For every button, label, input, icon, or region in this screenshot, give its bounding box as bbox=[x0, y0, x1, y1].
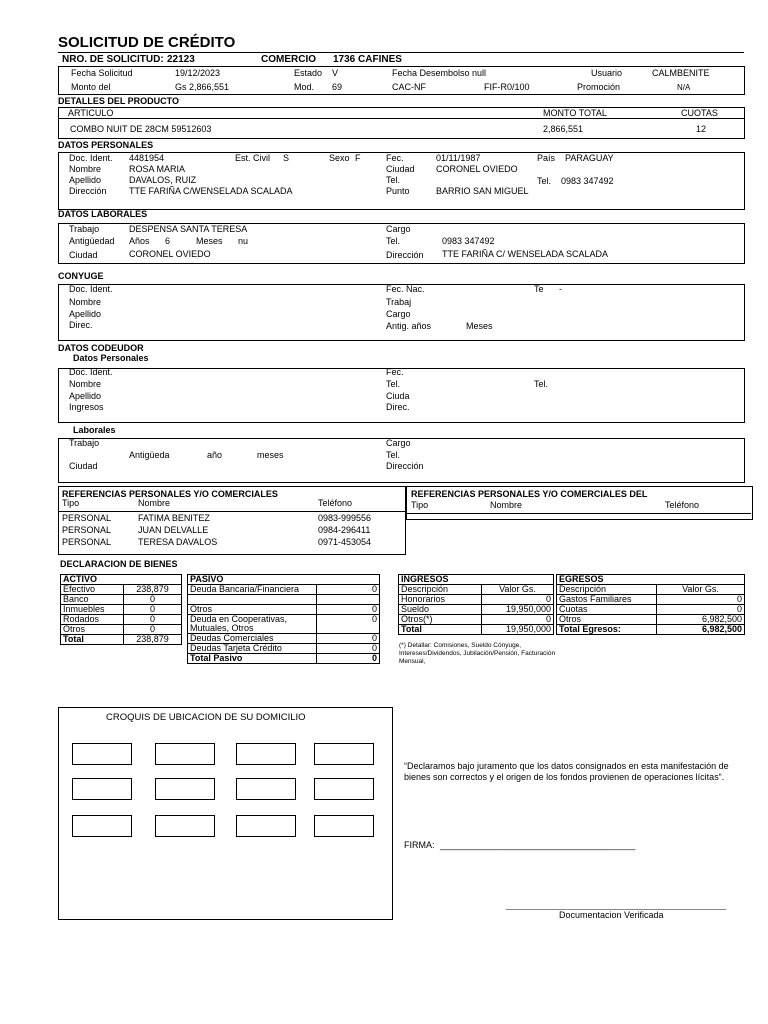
activo-value: 238,879 bbox=[124, 585, 182, 595]
pasivo-label: Deudas Tarjeta Crédito bbox=[188, 644, 317, 654]
egresos-value: 0 bbox=[657, 605, 745, 615]
ingresos-row bbox=[399, 595, 554, 605]
activo-label: Efectivo bbox=[61, 585, 124, 595]
doc-value: 4481954 bbox=[129, 153, 165, 163]
fecha-desembolso: Fecha Desembolso null bbox=[392, 68, 487, 78]
usuario: CALMBENITE bbox=[652, 68, 710, 78]
cony-nombre-label: Nombre bbox=[69, 297, 102, 307]
egresos-row bbox=[557, 605, 745, 615]
civil-value: S bbox=[283, 153, 290, 163]
pasivo-value: 0 bbox=[317, 585, 380, 595]
egresos-label: Gastos Familiares bbox=[557, 595, 657, 605]
nro-solicitud-label: NRO. DE SOLICITUD: bbox=[62, 54, 164, 65]
nombre-value: ROSA MARIA bbox=[129, 164, 186, 174]
cony-apellido-label: Apellido bbox=[69, 309, 102, 319]
tel2-label: Tel. bbox=[537, 176, 552, 186]
ref-nombre: JUAN DELVALLE bbox=[138, 525, 209, 535]
pasivo-label bbox=[188, 595, 317, 605]
fec-label: Fec. bbox=[386, 153, 404, 163]
ingresos-value: 0 bbox=[482, 595, 554, 605]
ingresos-row bbox=[399, 605, 554, 615]
fif: FIF-R0/100 bbox=[484, 82, 530, 92]
pasivo-row bbox=[188, 605, 380, 615]
ingresos-note: (*) Detallar: Comisiones, Sueldo Cónyuge, Intereses/Dividendos, Jubilación/Pensión, Facturación Mensual, bbox=[399, 642, 556, 665]
lab-ciudad-label: Ciudad bbox=[69, 250, 98, 260]
ingresos-col-valor: Valor Gs. bbox=[482, 585, 554, 595]
egresos-label: Otros bbox=[557, 615, 657, 625]
page-title: SOLICITUD DE CRÉDITO bbox=[58, 34, 236, 51]
activo-total: 238,879 bbox=[124, 635, 182, 645]
pasivo-row bbox=[188, 585, 380, 595]
ref-telefono: 0971-453054 bbox=[318, 537, 372, 547]
lab-anios-value: 6 bbox=[165, 236, 171, 246]
mod-label: Mod. bbox=[294, 82, 315, 92]
cod-doc-label: Doc. Ident. bbox=[69, 367, 113, 377]
activo-value: 0 bbox=[124, 595, 182, 605]
activo-label: Rodados bbox=[61, 615, 124, 625]
pasivo-value: 0 bbox=[317, 634, 380, 644]
pasivo-row bbox=[188, 634, 380, 644]
croquis-block bbox=[72, 815, 132, 837]
pasivo-label: Otros bbox=[188, 605, 317, 615]
pasivo-table bbox=[187, 574, 380, 664]
col-monto-total: MONTO TOTAL bbox=[543, 108, 607, 118]
ref-right-col-nombre: Nombre bbox=[490, 500, 523, 510]
ingresos-title: INGRESOS bbox=[399, 575, 554, 585]
codeudor-sub-personales: Datos Personales bbox=[73, 353, 149, 363]
title-underline bbox=[58, 52, 744, 53]
ingresos-total-label: Total bbox=[399, 625, 482, 635]
estado-label: Estado bbox=[294, 68, 323, 78]
producto-header-line bbox=[58, 118, 745, 119]
lab-ciudad-value: CORONEL OVIEDO bbox=[129, 249, 211, 259]
ingresos-label: Sueldo bbox=[399, 605, 482, 615]
egresos-total: 6,982,500 bbox=[657, 625, 745, 635]
ref-nombre: TERESA DAVALOS bbox=[138, 537, 218, 547]
punto-value: BARRIO SAN MIGUEL bbox=[436, 186, 529, 196]
cony-te-label: Te bbox=[534, 284, 544, 294]
cod-ciuda-label: Ciuda bbox=[386, 391, 410, 401]
cac: CAC-NF bbox=[392, 82, 426, 92]
croquis-block bbox=[155, 743, 215, 765]
civil-label: Est. Civil bbox=[235, 153, 271, 163]
lab-tel-label: Tel. bbox=[386, 236, 401, 246]
ingresos-value: 0 bbox=[482, 615, 554, 625]
fecha-solicitud: 19/12/2023 bbox=[175, 68, 221, 78]
ref-tipo: PERSONAL bbox=[62, 525, 112, 535]
egresos-table bbox=[556, 574, 745, 635]
firma-label: FIRMA: bbox=[404, 840, 435, 850]
punto-label: Punto bbox=[386, 186, 410, 196]
ref-col-nombre: Nombre bbox=[138, 498, 171, 508]
lab-direccion-value: TTE FARIÑA C/ WENSELADA SCALADA bbox=[442, 249, 609, 259]
cod-antiguedad-label: Antigüeda bbox=[129, 450, 170, 460]
egresos-col-valor: Valor Gs. bbox=[657, 585, 745, 595]
activo-row bbox=[61, 585, 182, 595]
usuario-label: Usuario bbox=[591, 68, 623, 78]
activo-label: Otros bbox=[61, 625, 124, 635]
ciudad-value: CORONEL OVIEDO bbox=[436, 164, 518, 174]
cony-te-sep: - bbox=[559, 284, 562, 294]
activo-row bbox=[61, 605, 182, 615]
cony-direc-label: Direc. bbox=[69, 320, 93, 330]
cod-direc-label: Direc. bbox=[386, 402, 410, 412]
nro-solicitud-value: 22123 bbox=[167, 54, 195, 65]
pasivo-label: Deudas Comerciales bbox=[188, 634, 317, 644]
ref-tipo: PERSONAL bbox=[62, 513, 112, 523]
cony-antig-label: Antig. años bbox=[386, 321, 432, 331]
egresos-total-label: Total Egresos: bbox=[557, 625, 657, 635]
estado: V bbox=[332, 68, 339, 78]
cod-nombre-label: Nombre bbox=[69, 379, 102, 389]
activo-table bbox=[60, 574, 182, 645]
cony-meses-label: Meses bbox=[466, 321, 493, 331]
section-producto: DETALLES DEL PRODUCTO bbox=[58, 96, 180, 106]
activo-label: Inmuebles bbox=[61, 605, 124, 615]
lab-meses-value: nu bbox=[238, 236, 249, 246]
sexo-label: Sexo bbox=[329, 153, 350, 163]
referencias-left-title: REFERENCIAS PERSONALES Y/O COMERCIALES bbox=[62, 489, 278, 499]
mod: 69 bbox=[332, 82, 343, 92]
promocion: N/A bbox=[677, 83, 691, 92]
apellido-label: Apellido bbox=[69, 175, 102, 185]
croquis-block bbox=[72, 778, 132, 800]
col-cuotas: CUOTAS bbox=[681, 108, 718, 118]
lab-direccion-label: Dirección bbox=[386, 250, 424, 260]
pasivo-row bbox=[188, 615, 380, 634]
ingresos-label: Otros(*) bbox=[399, 615, 482, 625]
cod-tel-label: Tel. bbox=[386, 379, 401, 389]
croquis-box bbox=[58, 707, 393, 920]
ref-right-header-line bbox=[406, 513, 751, 514]
ref-right-col-telefono: Teléfono bbox=[665, 500, 700, 510]
ingresos-value: 19,950,000 bbox=[482, 605, 554, 615]
producto-cuotas: 12 bbox=[696, 124, 707, 134]
activo-row bbox=[61, 595, 182, 605]
pasivo-row bbox=[188, 644, 380, 654]
activo-value: 0 bbox=[124, 615, 182, 625]
lab-tel-value: 0983 347492 bbox=[442, 236, 495, 246]
comercio-value: 1736 CAFINES bbox=[333, 54, 402, 65]
apellido-value: DAVALOS, RUIZ bbox=[129, 175, 197, 185]
lab-meses-label: Meses bbox=[196, 236, 223, 246]
egresos-row bbox=[557, 615, 745, 625]
section-codeudor: DATOS CODEUDOR bbox=[58, 343, 144, 353]
cod-trabajo-label: Trabajo bbox=[69, 438, 100, 448]
ref-header-line bbox=[58, 511, 406, 512]
croquis-block bbox=[155, 778, 215, 800]
croquis-block bbox=[155, 815, 215, 837]
egresos-title: EGRESOS bbox=[557, 575, 745, 585]
direccion-label: Dirección bbox=[69, 186, 107, 196]
section-laborales: DATOS LABORALES bbox=[58, 209, 148, 219]
pasivo-label: Deuda en Cooperativas, Mutuales, Otros bbox=[188, 615, 317, 634]
cod-cargo-label: Cargo bbox=[386, 438, 411, 448]
cony-cargo-label: Cargo bbox=[386, 309, 411, 319]
egresos-col-desc: Descripción bbox=[557, 585, 657, 595]
egresos-row bbox=[557, 595, 745, 605]
ingresos-row bbox=[399, 615, 554, 625]
croquis-block bbox=[72, 743, 132, 765]
ref-tipo: PERSONAL bbox=[62, 537, 112, 547]
producto-monto: 2,866,551 bbox=[543, 124, 584, 134]
ref-nombre: FATIMA BENITEZ bbox=[138, 513, 210, 523]
croquis-block bbox=[236, 815, 296, 837]
col-articulo: ARTICULO bbox=[68, 108, 114, 118]
egresos-value: 0 bbox=[657, 595, 745, 605]
firma-line: _______________________________________ bbox=[440, 840, 636, 850]
ingresos-col-desc: Descripción bbox=[399, 585, 482, 595]
croquis-block bbox=[314, 815, 374, 837]
ref-col-telefono: Teléfono bbox=[318, 498, 353, 508]
activo-value: 0 bbox=[124, 605, 182, 615]
producto-box bbox=[58, 107, 745, 139]
lab-trabajo-value: DESPENSA SANTA TERESA bbox=[129, 224, 248, 234]
activo-label: Banco bbox=[61, 595, 124, 605]
cony-trabaj-label: Trabaj bbox=[386, 297, 412, 307]
comercio-label: COMERCIO bbox=[261, 54, 316, 65]
activo-row bbox=[61, 625, 182, 635]
cony-fec-label: Fec. Nac. bbox=[386, 284, 425, 294]
pasivo-total-label: Total Pasivo bbox=[188, 654, 317, 664]
cod-anio-label: año bbox=[207, 450, 223, 460]
sexo-value: F bbox=[355, 153, 361, 163]
fec-value: 01/11/1987 bbox=[436, 153, 481, 163]
pasivo-title: PASIVO bbox=[188, 575, 380, 585]
promocion-label: Promoción bbox=[577, 82, 621, 92]
ciudad-label: Ciudad bbox=[386, 164, 415, 174]
croquis-block bbox=[236, 778, 296, 800]
ref-telefono: 0984-296411 bbox=[318, 525, 371, 535]
section-conyuge: CONYUGE bbox=[58, 271, 104, 281]
cony-doc-label: Doc. Ident. bbox=[69, 284, 113, 294]
monto-label: Monto del bbox=[71, 82, 111, 92]
cod-ingresos-label: Ingresos bbox=[69, 402, 104, 412]
pasivo-value: 0 bbox=[317, 605, 380, 615]
pasivo-value bbox=[317, 595, 380, 605]
direccion-value: TTE FARIÑA C/WENSELADA SCALADA bbox=[129, 186, 293, 196]
monto: Gs 2,866,551 bbox=[175, 82, 230, 92]
croquis-block bbox=[314, 778, 374, 800]
pais-value: PARAGUAY bbox=[565, 153, 614, 163]
pasivo-value: 0 bbox=[317, 615, 380, 634]
pasivo-total: 0 bbox=[317, 654, 380, 664]
section-bienes: DECLARACION DE BIENES bbox=[60, 559, 178, 569]
nombre-label: Nombre bbox=[69, 164, 102, 174]
codeudor-sub-laborales: Laborales bbox=[73, 425, 116, 435]
lab-cargo-label: Cargo bbox=[386, 224, 411, 234]
lab-anios-label: Años bbox=[129, 236, 150, 246]
cod-apellido-label: Apellido bbox=[69, 391, 102, 401]
ref-telefono: 0983-999556 bbox=[318, 513, 372, 523]
cod-tel2-label: Tel. bbox=[534, 379, 549, 389]
cod-ciudad-label: Ciudad bbox=[69, 461, 98, 471]
cod-lab-tel-label: Tel. bbox=[386, 450, 401, 460]
doc-label: Doc. Ident. bbox=[69, 153, 113, 163]
activo-value: 0 bbox=[124, 625, 182, 635]
croquis-title: CROQUIS DE UBICACION DE SU DOMICILIO bbox=[106, 712, 306, 723]
cod-direccion-label: Dirección bbox=[386, 461, 424, 471]
activo-total-label: Total bbox=[61, 635, 124, 645]
section-personales: DATOS PERSONALES bbox=[58, 140, 154, 150]
activo-row bbox=[61, 615, 182, 625]
tel-label: Tel. bbox=[386, 175, 401, 185]
cod-meses-label: meses bbox=[257, 450, 284, 460]
pasivo-value: 0 bbox=[317, 644, 380, 654]
croquis-block bbox=[236, 743, 296, 765]
croquis-block bbox=[314, 743, 374, 765]
tel-value: 0983 347492 bbox=[561, 176, 614, 186]
referencias-right-title: REFERENCIAS PERSONALES Y/O COMERCIALES DEL bbox=[411, 489, 648, 499]
producto-articulo: COMBO NUIT DE 28CM 59512603 bbox=[70, 124, 212, 134]
ref-col-tipo: Tipo bbox=[62, 498, 80, 508]
egresos-value: 6,982,500 bbox=[657, 615, 745, 625]
lab-trabajo-label: Trabajo bbox=[69, 224, 100, 234]
lab-antiguedad-label: Antigüedad bbox=[69, 236, 115, 246]
documentacion-verificada: Documentacion Verificada bbox=[559, 910, 664, 920]
ingresos-table bbox=[398, 574, 554, 635]
fecha-solicitud-label: Fecha Solicitud bbox=[71, 68, 133, 78]
ingresos-label: Honorarios bbox=[399, 595, 482, 605]
egresos-label: Cuotas bbox=[557, 605, 657, 615]
ref-right-col-tipo: Tipo bbox=[411, 500, 429, 510]
pasivo-label: Deuda Bancaria/Financiera bbox=[188, 585, 317, 595]
activo-title: ACTIVO bbox=[61, 575, 182, 585]
declaracion-text: “Declaramos bajo juramento que los datos consignados en esta manifestación de bienes son correctos y el origen de los fondos provienen de operaciones lícitas“. bbox=[404, 761, 729, 782]
pais-label: País bbox=[537, 153, 556, 163]
ingresos-total: 19,950,000 bbox=[482, 625, 554, 635]
cod-fec-label: Fec. bbox=[386, 367, 404, 377]
pasivo-row bbox=[188, 595, 380, 605]
